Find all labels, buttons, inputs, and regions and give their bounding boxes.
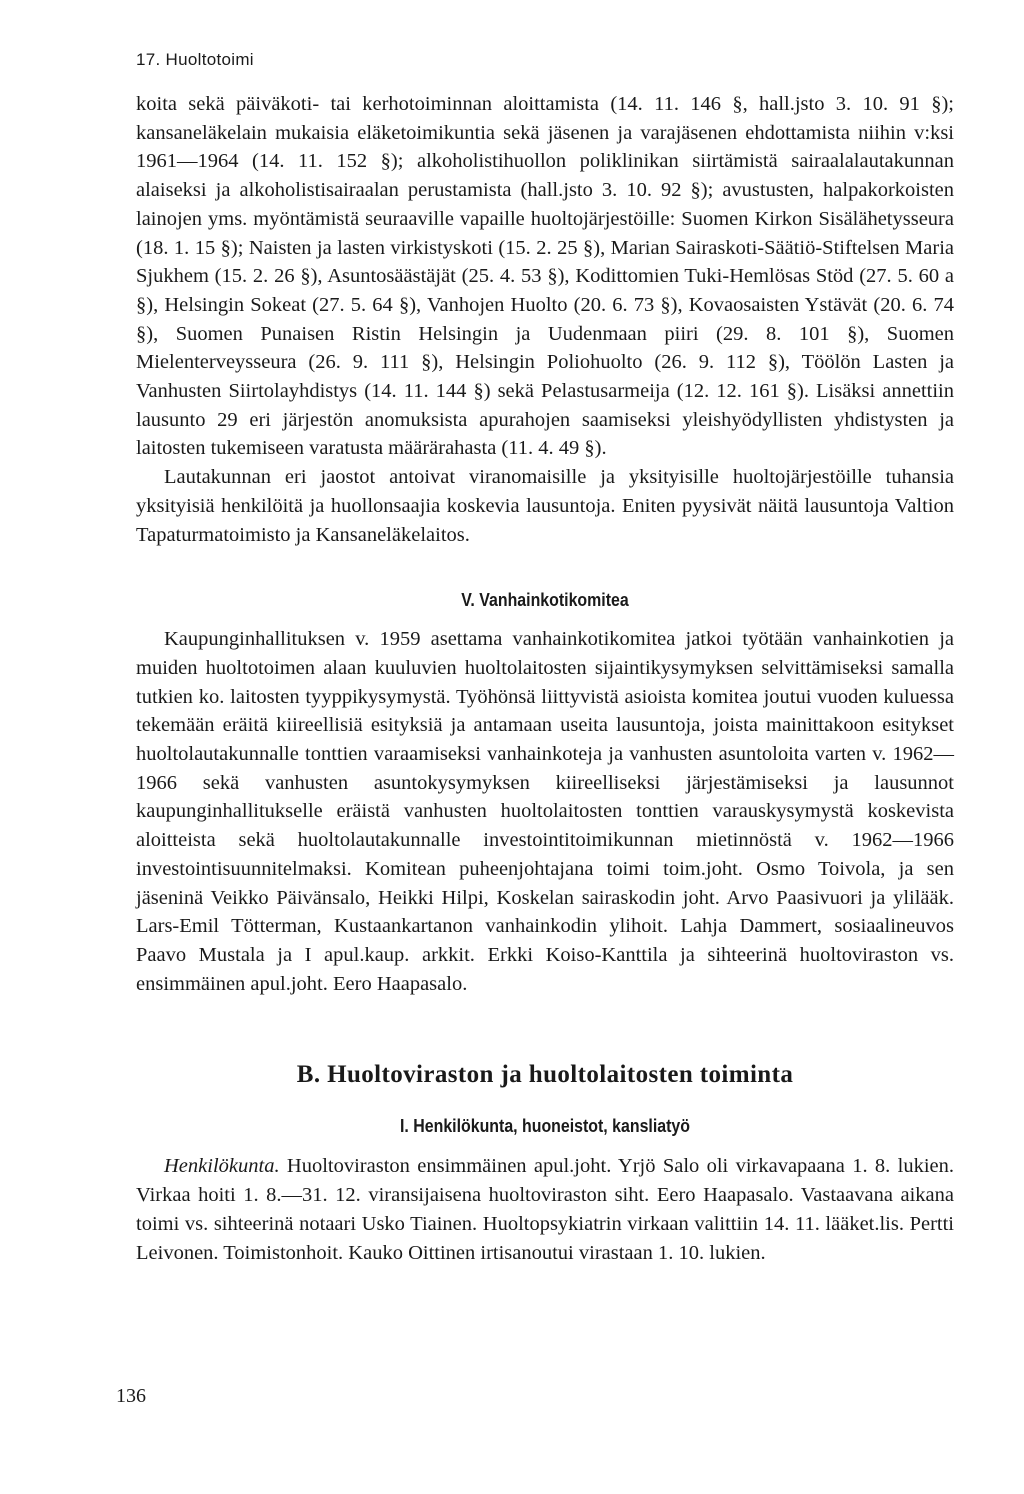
body-text xyxy=(136,90,954,1267)
paragraph-staff xyxy=(136,1152,954,1267)
section-heading-vanhainkotikomitea: V. Vanhainkotikomitea xyxy=(461,589,629,611)
paragraph-statements: Lautakunnan eri jaostot antoivat viranomaisille ja yksityisille huoltojärjestöille tuhansia yksityisiä henkilöitä ja huollonsaajia koskevia lausuntoja. Eniten pyysivät näitä lausuntoja Valtion Tapaturmatoimisto ja Kansaneläkelaitos. xyxy=(136,466,954,546)
paragraph-lead-italic: Henkilökunta. xyxy=(164,1155,280,1178)
paragraph-staff-text: Huoltoviraston ensimmäinen apul.joht. Yrjö Salo oli virkavapaana 1. 8. lukien. Virkaa hoiti 1. 8.—31. 12. viransijaisena huoltoviraston siht. Eero Haapasalo. Vastaavana aikana toimi vs. sihteerinä notaari Usko Tiainen. Huoltopsykiatrin virkaan valittiin 14. 11. lääket.lis. Pertti Leivonen. Toimistonhoit. Kauko Oittinen irtisanoutui virastaan 1. 10. lukien. xyxy=(136,1155,954,1264)
paragraph-committee: Kaupunginhallituksen v. 1959 asettama vanhainkotikomitea jatkoi työtään vanhainkotien ja muiden huoltotoimen alaan kuuluvien huoltolaitosten sijaintikysymyksen selvittämiseksi samalla tutkien ko. laitosten tyyppikysymystä. Työhönsä liittyvistä asioista komitea joutui vuoden kuluessa tekemään eräitä kiireellisiä esityksiä ja antamaan useita lausuntoja, joista mainittakoon esitykset huoltolautakunnalle tonttien varaamiseksi vanhainkoteja ja vanhusten asuntoloita varten v. 1962—1966 sekä vanhusten asuntokysymyksen kiireelliseksi järjestämiseksi ja lausunnot kaupunginhallitukselle eräistä vanhusten huoltolaitosten tonttien varauskysymystä koskevista aloitteista sekä huoltolautakunnalle investointitoimikunnan mietinnöstä v. 1962—1966 investointisuunnitelmaksi. Komitean puheenjohtajana toimi toim.joht. Osmo Toivola, ja sen jäseninä Veikko Päivänsalo, Heikki Hilpi, Koskelan sairaskodin joht. Arvo Paasivuori ja ylilääk. Lars-Emil Tötterman, Kustaankartanon vanhainkodin ylihoit. Lahja Dammert, sosiaalineuvos Paavo Mustala ja I apul.kaup. arkkit. Erkki Koiso-Kanttila ja sihteerinä huoltoviraston vs. ensimmäinen apul.joht. Eero Haapasalo. xyxy=(136,628,954,995)
page-number: 136 xyxy=(116,1385,146,1407)
section-heading-henkilokunta: I. Henkilökunta, huoneistot, kansliatyö xyxy=(400,1115,690,1137)
paragraph-continued: koita sekä päiväkoti- tai kerhotoiminnan aloittamista (14. 11. 146 §, hall.jsto 3. 10. 91 §); kansaneläkelain mukaisia eläketoimikuntia sekä jäsenen ja varajäsenen ehdottamista niihin v:ksi 1961—1964 (14. 11. 152 §); alkoholistihuollon poliklinikan siirtämistä sairaalalautakunnan alaiseksi ja alkoholistisairaalan perustamista (hall.jsto 3. 10. 92 §); avustusten, halpakorkoisten lainojen yms. myöntämistä seuraaville vapaille huoltojärjestöille: Suomen Kirkon Sisälähetysseura (18. 1. 15 §); Naisten ja lasten virkistyskoti (15. 2. 25 §), Marian Sairaskoti-Säätiö-Stiftelsen Maria Sjukhem (15. 2. 26 §), Asuntosäästäjät (25. 4. 53 §), Kodittomien Tuki-Hemlösas Stöd (27. 5. 60 a §), Helsingin Sokeat (27. 5. 64 §), Vanhojen Huolto (20. 6. 73 §), Kovaosaisten Ystävät (20. 6. 74 §), Suomen Punaisen Ristin Helsingin ja Uudenmaan piiri (29. 8. 101 §), Suomen Mielenterveysseura (26. 9. 111 §), Helsingin Poliohuolto (26. 9. 112 §), Töölön Lasten ja Vanhusten Siirtolayhdistys (14. 11. 144 §) sekä Pelastusarmeija (12. 12. 161 §). Lisäksi annettiin lausunto 29 eri järjestön anomuksista apurahojen saamiseksi yleishyödyllisten yhdistysten ja laitosten tukemiseen varatusta määrärahasta (11. 4. 49 §). xyxy=(136,93,954,460)
running-head: 17. Huoltotoimi xyxy=(136,50,254,69)
chapter-heading-huoltovirasto: B. Huoltoviraston ja huoltolaitosten toiminta xyxy=(296,1061,794,1089)
